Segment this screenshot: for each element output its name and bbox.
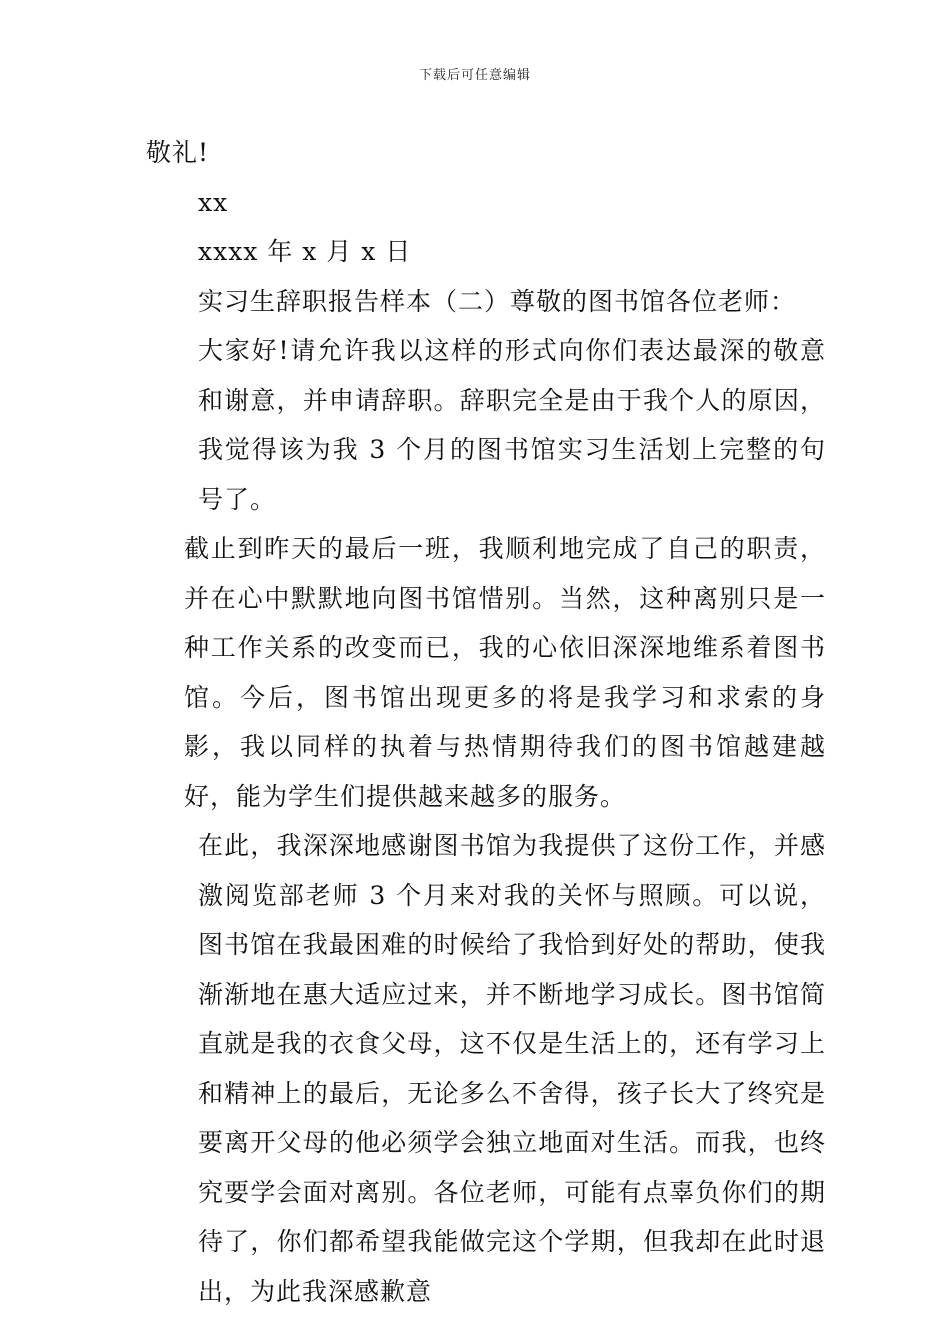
date-line: xxxx 年 x 月 x 日 [198,237,412,266]
paragraph-gratitude: 在此，我深深地感谢图书馆为我提供了这份工作，并感激阅览部老师 3 个月来对我的关怀与照顾。可以说，图书馆在我最困难的时候给了我恰到好处的帮助，使我渐渐地在惠大适应过来，并不断地学习成长。图书馆简直就是我的衣食父母，这不仅是生活上的，还有学习上和精神上的最后，无论多么不舍得，孩子长大了终究是要离开父母的他必须学会独立地面对生活。而我，也终究要学会面对离别。各位老师，可能有点辜负你们的期待了，你们都希望我能做完这个学期，但我却在此时退出，为此我深感歉意 [198,831,826,1306]
page-header-note: 下载后可任意编辑 [418,68,531,83]
document-title: 实习生辞职报告样本（二）尊敬的图书馆各位老师： [198,286,797,316]
document-body [146,128,826,1316]
paragraph-farewell: 截止到昨天的最后一班，我顺利地完成了自己的职责，并在心中默默地向图书馆惜别。当然，这种离别只是一种工作关系的改变而已，我的心依旧深深地维系着图书馆。今后，图书馆出现更多的将是我学习和求索的身影，我以同样的执着与热情期待我们的图书馆越建越好，能为学生们提供越来越多的服务。 [184,534,826,811]
signature: xx [198,187,229,217]
paragraph-greeting: 大家好!请允许我以这样的形式向你们表达最深的敬意和谢意，并申请辞职。辞职完全是由于我个人的原因，我觉得该为我 3 个月的图书馆实习生活划上完整的句号了。 [198,336,826,514]
closing-salutation: 敬礼! [146,138,210,167]
